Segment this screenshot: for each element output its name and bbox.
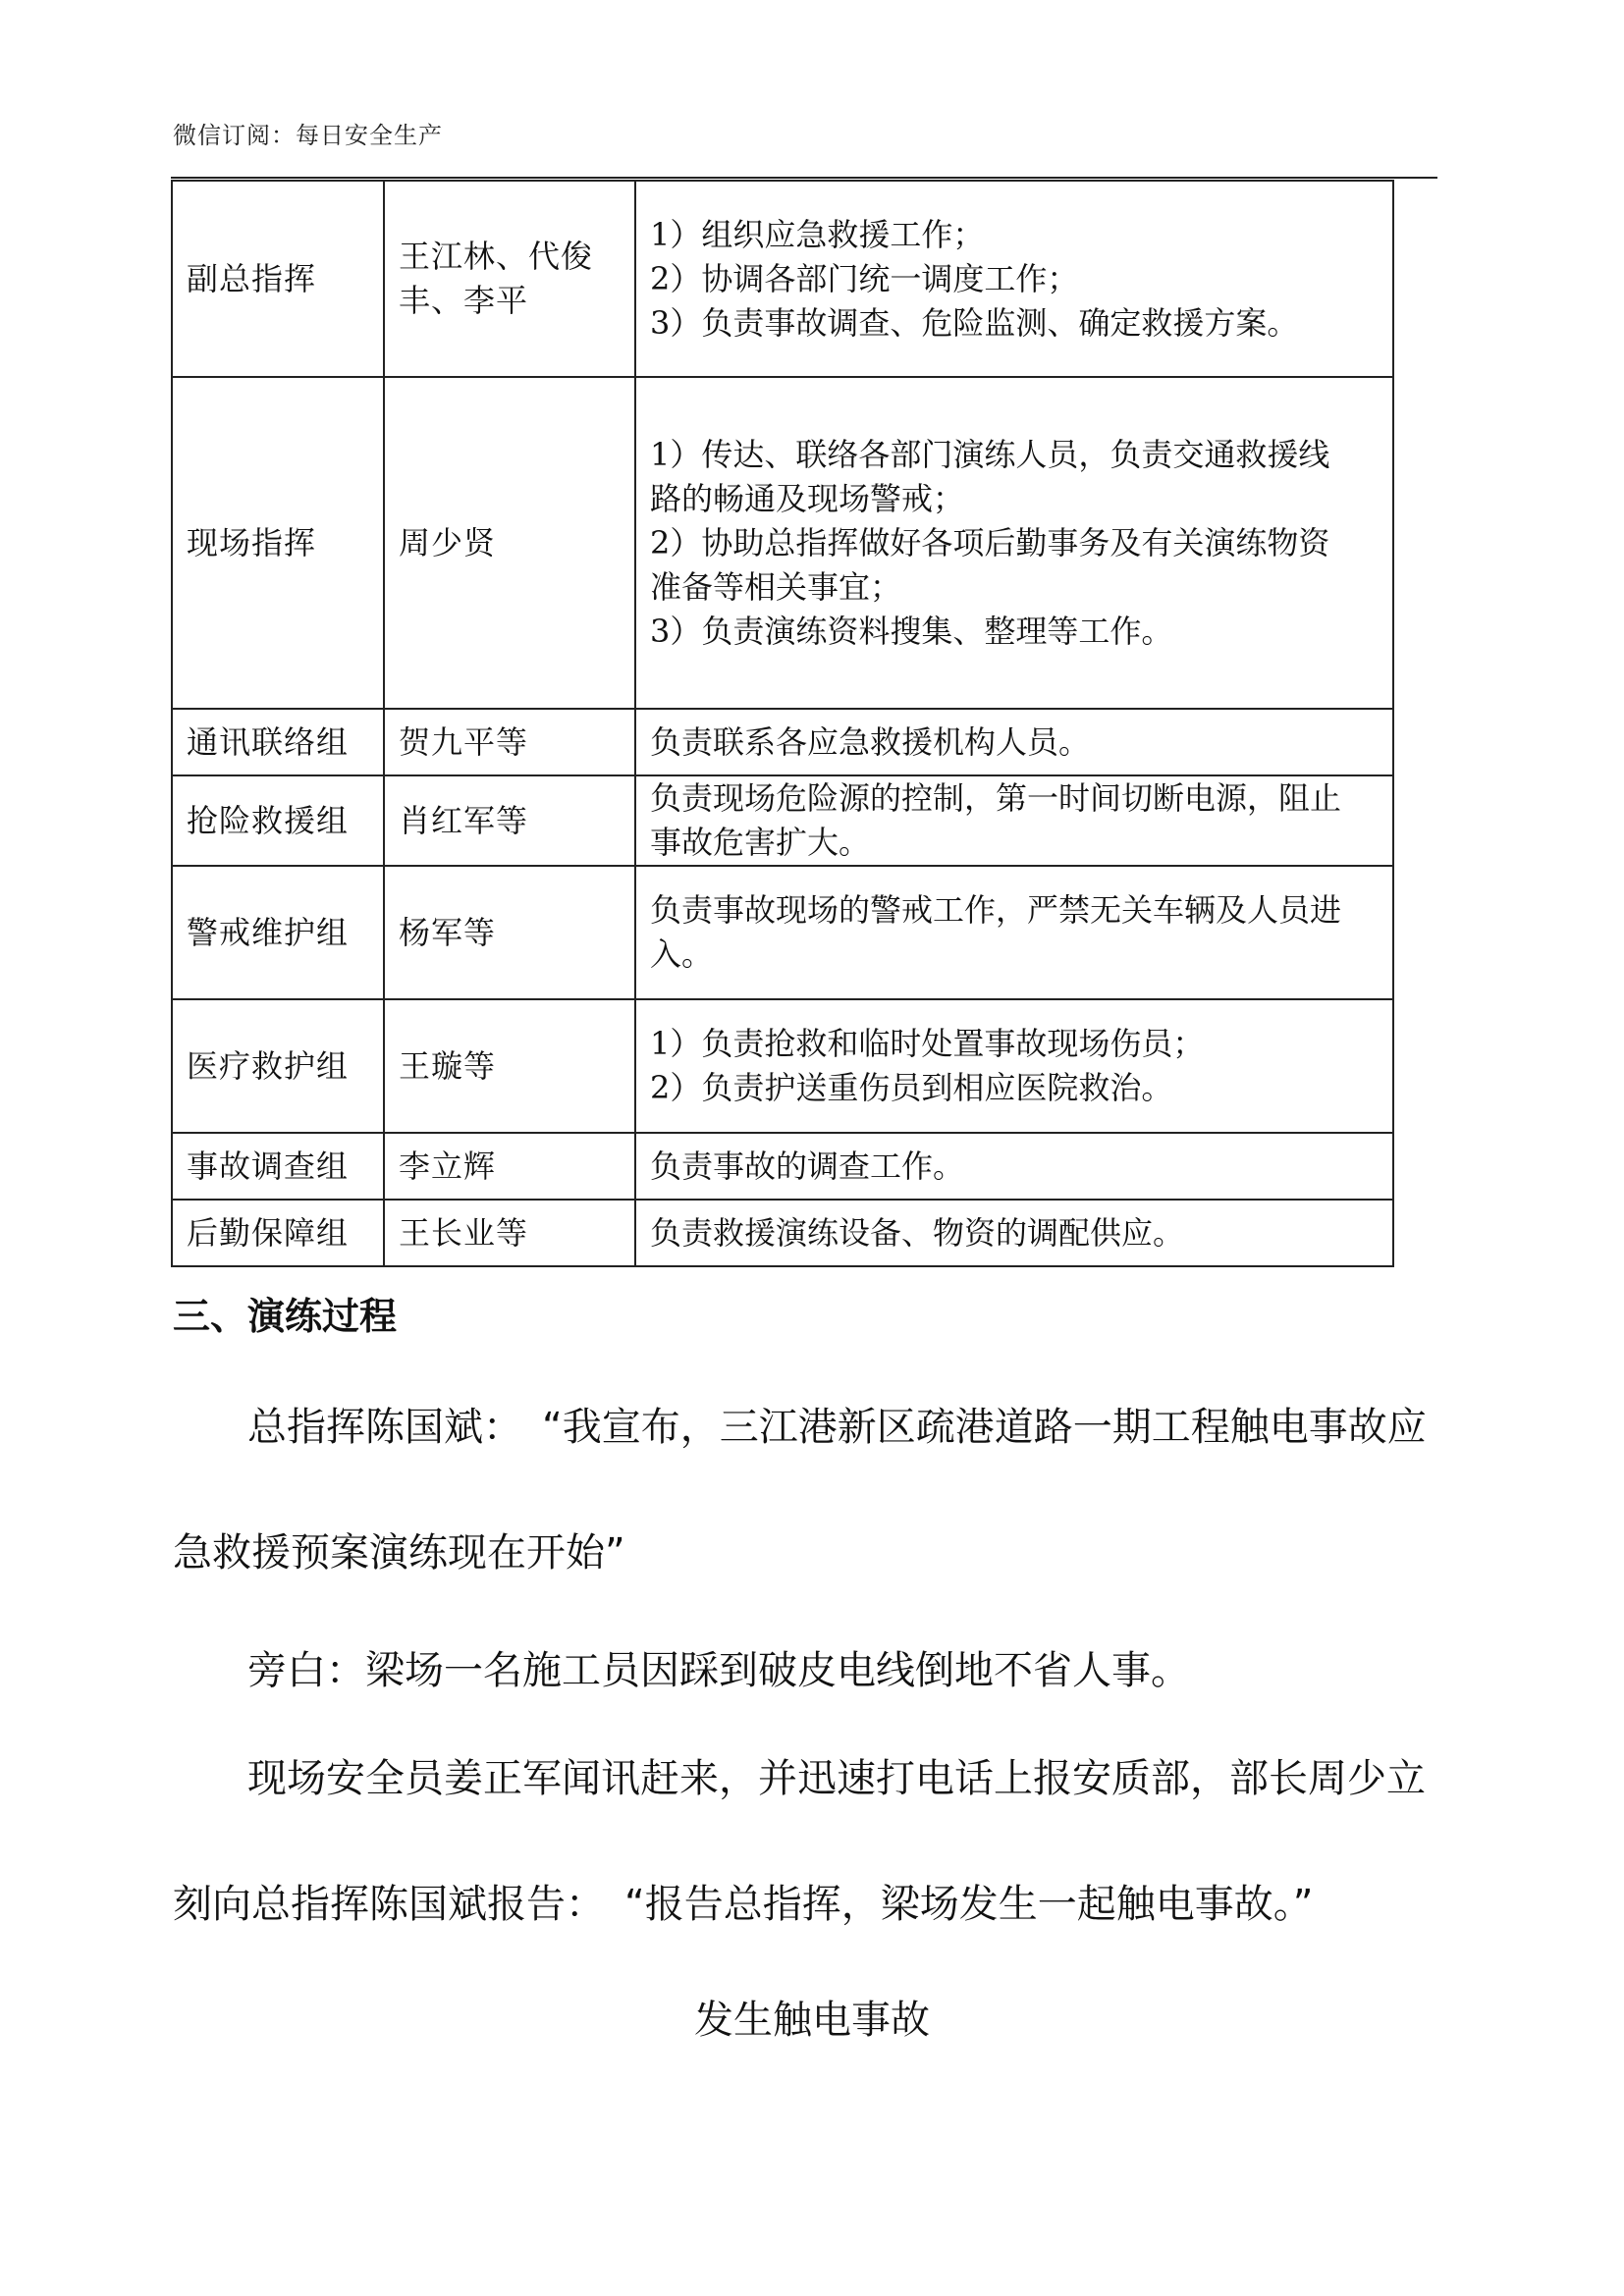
duty-line: 负责事故现场的警戒工作，严禁无关车辆及人员进 (650, 891, 1342, 929)
name-cell (384, 866, 635, 999)
header-divider (171, 177, 1437, 179)
paragraph-line: 总指挥陈国斌： “我宣布，三江港新区疏港道路一期工程触电事故应 (247, 1405, 1427, 1450)
role-cell: 副总指挥 (172, 181, 384, 377)
duty-line: 1）负责抢救和临时处置事故现场伤员； (650, 1025, 1205, 1062)
duties-cell (635, 181, 1393, 377)
duties-cell (635, 1200, 1393, 1266)
duty-line: 1）组织应急救援工作； (650, 215, 985, 253)
figure-caption: 发生触电事故 (694, 1998, 930, 2043)
table-row (172, 866, 1393, 999)
duties-cell (635, 866, 1393, 999)
name-line: 王长业等 (399, 1213, 529, 1252)
duty-line: 3）负责演练资料搜集、整理等工作。 (650, 612, 1173, 650)
duties-cell (635, 377, 1393, 709)
duty-line: 负责联系各应急救援机构人员。 (650, 722, 1091, 761)
name-cell (384, 377, 635, 709)
duty-line: 负责现场危险源的控制，第一时间切断电源，阻止 (650, 779, 1342, 817)
name-cell (384, 1200, 635, 1266)
role-cell: 通讯联络组 (172, 709, 384, 775)
duty-line: 准备等相关事宜； (650, 567, 902, 606)
name-cell (384, 775, 635, 866)
name-cell (384, 181, 635, 377)
duty-line: 3）负责事故调查、危险监测、确定救援方案。 (650, 303, 1299, 342)
duty-line: 负责救援演练设备、物资的调配供应。 (650, 1213, 1185, 1252)
name-line: 李立辉 (399, 1147, 497, 1185)
table-row (172, 181, 1393, 377)
duties-cell (635, 1133, 1393, 1200)
duty-line: 2）协助总指挥做好各项后勤事务及有关演练物资 (650, 523, 1330, 561)
duty-line: 负责事故的调查工作。 (650, 1147, 965, 1185)
name-line: 周少贤 (399, 523, 497, 561)
page-header: 微信订阅：每日安全生产 (173, 122, 443, 149)
table-row (172, 775, 1393, 866)
name-line: 王璇等 (399, 1046, 497, 1085)
duties-cell (635, 709, 1393, 775)
paragraph-line: 现场安全员姜正军闻讯赶来，并迅速打电话上报安质部，部长周少立 (247, 1756, 1426, 1801)
name-line: 贺九平等 (399, 722, 529, 761)
table-row (172, 1133, 1393, 1200)
role-cell: 现场指挥 (172, 377, 384, 709)
name-cell (384, 1133, 635, 1200)
name-line: 杨军等 (399, 913, 497, 951)
duties-cell (635, 999, 1393, 1133)
duty-line: 2）负责护送重伤员到相应医院救治。 (650, 1069, 1173, 1106)
table-row (172, 709, 1393, 775)
duties-cell (635, 775, 1393, 866)
table-row (172, 1200, 1393, 1266)
table-body (172, 181, 1393, 1266)
paragraph-line: 旁白：梁场一名施工员因踩到破皮电线倒地不省人事。 (247, 1648, 1190, 1693)
role-cell: 事故调查组 (172, 1133, 384, 1200)
name-line: 王江林、代俊 (399, 238, 594, 275)
duty-line: 事故危害扩大。 (650, 824, 871, 861)
name-line: 肖红军等 (399, 801, 529, 839)
duty-line: 1）传达、联络各部门演练人员，负责交通救援线 (650, 435, 1330, 473)
section-heading: 三、演练过程 (173, 1295, 398, 1338)
staff-assignment-table (171, 180, 1394, 1267)
role-cell: 抢险救援组 (172, 775, 384, 866)
name-cell (384, 999, 635, 1133)
table-row (172, 999, 1393, 1133)
paragraph-line: 刻向总指挥陈国斌报告： “报告总指挥，梁场发生一起触电事故。” (173, 1882, 1314, 1927)
duty-line: 2）协调各部门统一调度工作； (650, 259, 1079, 297)
duty-line: 路的畅通及现场警戒； (650, 479, 965, 517)
role-cell: 医疗救护组 (172, 999, 384, 1133)
role-cell: 警戒维护组 (172, 866, 384, 999)
name-cell (384, 709, 635, 775)
paragraph-line: 急救援预案演练现在开始” (173, 1530, 625, 1575)
name-line: 丰、李平 (399, 282, 529, 319)
role-cell: 后勤保障组 (172, 1200, 384, 1266)
table-row (172, 377, 1393, 709)
duty-line: 入。 (650, 935, 714, 973)
